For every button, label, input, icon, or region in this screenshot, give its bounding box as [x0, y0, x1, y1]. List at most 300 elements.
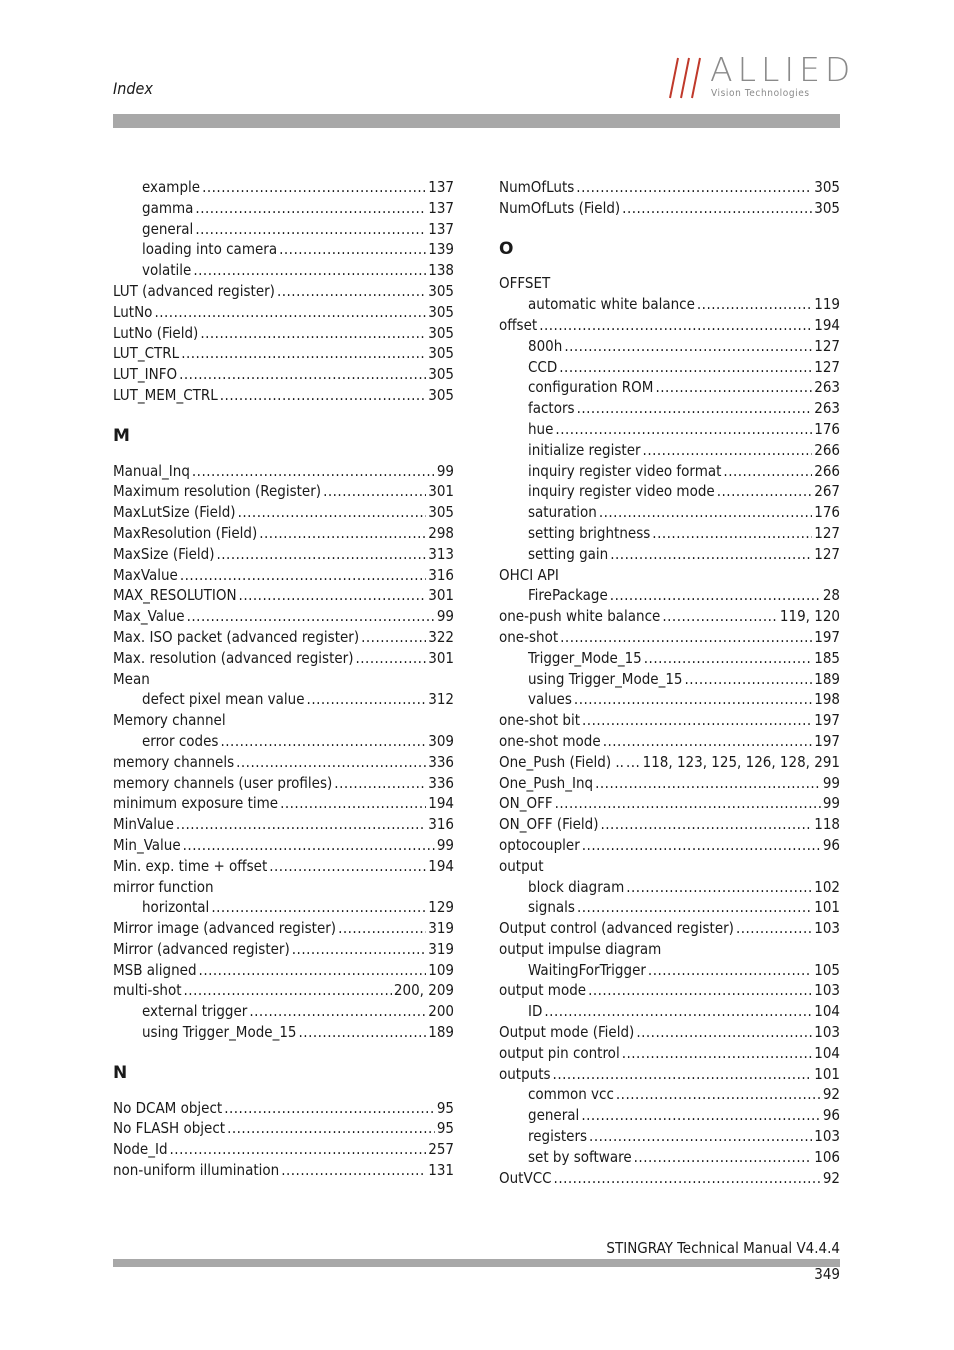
index-subentry[interactable]: [499, 440, 840, 461]
dot-leader: [299, 1022, 427, 1043]
index-entry[interactable]: [113, 481, 454, 502]
entry-page-ref[interactable]: 105: [814, 960, 840, 979]
index-subentry[interactable]: [499, 648, 840, 669]
dot-leader: [622, 198, 812, 219]
page-number: 349: [814, 1265, 840, 1283]
entry-label: No FLASH object: [113, 1119, 226, 1138]
entry-label: using Trigger_Mode_15: [142, 1023, 297, 1042]
entry-label: example: [142, 178, 201, 196]
entry-label: memory channels (user profiles): [113, 773, 333, 792]
index-entry[interactable]: [499, 710, 840, 731]
dot-leader: [180, 565, 426, 586]
index-subentry[interactable]: [113, 1001, 454, 1022]
entry-page-ref[interactable]: 176: [814, 419, 840, 438]
dot-leader: [199, 960, 427, 981]
entry-label: ID: [528, 1002, 543, 1021]
index-entry[interactable]: [113, 793, 454, 814]
dot-leader: [181, 343, 426, 364]
entry-label: inquiry register video mode: [528, 482, 715, 501]
entry-label: MaxResolution (Field): [113, 523, 258, 542]
entry-page-ref[interactable]: 185: [814, 648, 840, 667]
index-entry[interactable]: [113, 960, 454, 981]
entry-page-ref[interactable]: 92: [822, 1168, 840, 1187]
entry-page-ref[interactable]: 103: [814, 919, 840, 938]
entry-page-ref[interactable]: 319: [428, 919, 454, 938]
index-entry[interactable]: [113, 281, 454, 302]
entry-page-ref[interactable]: 301: [428, 482, 454, 501]
entry-label: OutVCC: [499, 1168, 552, 1187]
entry-page-ref[interactable]: 99: [436, 607, 454, 626]
entry-label: block diagram: [528, 877, 625, 896]
entry-page-ref[interactable]: 305: [428, 365, 454, 384]
dot-leader: [192, 461, 435, 482]
dot-leader: [211, 897, 426, 918]
entry-page-ref[interactable]: 102: [814, 877, 840, 896]
entry-page-ref[interactable]: 194: [428, 856, 454, 875]
entry-page-ref[interactable]: 119: [814, 295, 840, 314]
entry-label: MinValue: [113, 815, 174, 834]
logo-wordmark: ALLIED: [710, 50, 856, 89]
index-entry[interactable]: [113, 648, 454, 669]
entry-page-ref[interactable]: 138: [428, 261, 454, 280]
dot-leader: [292, 939, 426, 960]
index-entry[interactable]: [499, 273, 840, 294]
index-subentry[interactable]: [499, 689, 840, 710]
entry-page-ref[interactable]: 305: [428, 344, 454, 363]
dot-leader: [176, 814, 426, 835]
entry-page-ref[interactable]: 316: [428, 565, 454, 584]
entry-page-ref[interactable]: 127: [814, 544, 840, 563]
index-subentry[interactable]: [113, 260, 454, 281]
index-subentry[interactable]: [499, 336, 840, 357]
dot-leader: [179, 364, 426, 385]
entry-label: Min_Value: [113, 835, 181, 854]
index-entry[interactable]: [113, 606, 454, 627]
entry-page-ref[interactable]: 313: [428, 544, 454, 563]
entry-page-ref[interactable]: 137: [428, 219, 454, 238]
entry-label: output: [499, 856, 544, 875]
index-entry[interactable]: [499, 315, 840, 336]
entry-label: one-push white balance: [499, 607, 661, 626]
index-entry[interactable]: [499, 606, 840, 627]
entry-page-ref[interactable]: 305: [814, 178, 840, 196]
dot-leader: [685, 669, 813, 690]
entry-page-ref[interactable]: 137: [428, 178, 454, 196]
dot-leader: [307, 689, 427, 710]
entry-page-ref[interactable]: 319: [428, 939, 454, 958]
index-subentry[interactable]: [499, 523, 840, 544]
entry-page-ref[interactable]: 99: [822, 794, 840, 813]
entry-page-ref[interactable]: 197: [814, 711, 840, 730]
entry-page-ref[interactable]: 301: [428, 586, 454, 605]
index-subentry[interactable]: [499, 419, 840, 440]
dot-leader: [184, 980, 392, 1001]
entry-label: hue: [528, 419, 554, 438]
entry-label: Max. resolution (advanced register): [113, 648, 354, 667]
entry-label: offset: [499, 315, 538, 334]
entry-page-ref[interactable]: 197: [814, 731, 840, 750]
dot-leader: [195, 219, 426, 240]
dot-leader: [643, 440, 813, 461]
entry-label: One_Push_Inq: [499, 773, 594, 792]
index-entry[interactable]: [113, 302, 454, 323]
entry-page-ref[interactable]: 119, 120: [779, 607, 840, 626]
entry-label: inquiry register video format: [528, 461, 722, 480]
index-entry[interactable]: [113, 877, 454, 898]
footer-manual-title: STINGRAY Technical Manual V4.4.4: [606, 1239, 840, 1257]
index-subentry[interactable]: [499, 1105, 840, 1126]
entry-page-ref[interactable]: 95: [436, 1098, 454, 1117]
index-subentry[interactable]: [113, 1022, 454, 1043]
index-entry[interactable]: [113, 1118, 454, 1139]
entry-label: registers: [528, 1127, 588, 1146]
entry-page-ref[interactable]: 266: [814, 440, 840, 459]
entry-page-ref[interactable]: 263: [814, 378, 840, 397]
entry-page-ref[interactable]: 103: [814, 981, 840, 1000]
dot-leader: [170, 1139, 427, 1160]
entry-page-ref[interactable]: 106: [814, 1147, 840, 1166]
logo-subtitle: Vision Technologies: [711, 88, 810, 99]
entry-page-ref[interactable]: 312: [428, 690, 454, 709]
index-subentry[interactable]: [499, 294, 840, 315]
index-subentry[interactable]: [499, 481, 840, 502]
index-entry[interactable]: [499, 918, 840, 939]
entry-page-ref[interactable]: 298: [428, 523, 454, 542]
dot-leader: [610, 544, 812, 565]
entry-label: saturation: [528, 503, 597, 522]
entry-page-ref[interactable]: 176: [814, 503, 840, 522]
entry-page-ref[interactable]: 266: [814, 461, 840, 480]
entry-label: using Trigger_Mode_15: [528, 669, 683, 688]
entry-page-ref[interactable]: 104: [814, 1043, 840, 1062]
index-entry[interactable]: [499, 731, 840, 752]
entry-label: mirror function: [113, 877, 214, 896]
index-letter-heading: O: [499, 238, 514, 259]
index-subentry[interactable]: [499, 544, 840, 565]
dot-leader: [595, 773, 821, 794]
index-entry[interactable]: [113, 502, 454, 523]
index-entry[interactable]: [113, 364, 454, 385]
entry-page-ref[interactable]: 198: [814, 690, 840, 709]
index-entry[interactable]: [499, 1064, 840, 1085]
entry-label: NumOfLuts (Field): [499, 198, 621, 217]
index-entry[interactable]: [113, 627, 454, 648]
dot-leader: [581, 1105, 821, 1126]
index-entry[interactable]: [113, 814, 454, 835]
entry-label: one-shot: [499, 627, 559, 646]
index-subentry[interactable]: [499, 1084, 840, 1105]
index-subentry[interactable]: [113, 198, 454, 219]
dot-leader: [577, 897, 812, 918]
entry-page-ref[interactable]: 99: [436, 461, 454, 480]
entry-page-ref[interactable]: 109: [428, 960, 454, 979]
entry-label: factors: [528, 399, 575, 418]
index-entry[interactable]: [499, 773, 840, 794]
index-entry[interactable]: [499, 1043, 840, 1064]
entry-page-ref[interactable]: 96: [822, 835, 840, 854]
entry-page-ref[interactable]: 301: [428, 648, 454, 667]
dot-leader: [652, 523, 812, 544]
index-column-right: [499, 177, 840, 1188]
index-entry[interactable]: [499, 856, 840, 877]
dot-leader: [249, 1001, 426, 1022]
dot-leader: [662, 606, 778, 627]
dot-leader: [193, 260, 426, 281]
entry-label: minimum exposure time: [113, 794, 279, 813]
entry-label: MSB aligned: [113, 960, 197, 979]
index-subentry[interactable]: [499, 398, 840, 419]
entry-page-ref[interactable]: 197: [814, 627, 840, 646]
dot-leader: [269, 856, 426, 877]
entry-page-ref[interactable]: 189: [814, 669, 840, 688]
index-entry[interactable]: [113, 773, 454, 794]
running-header-title: Index: [113, 79, 153, 98]
entry-page-ref[interactable]: 267: [814, 482, 840, 501]
entry-page-ref[interactable]: 127: [814, 357, 840, 376]
entry-label: Memory channel: [113, 711, 226, 730]
index-subentry[interactable]: [113, 219, 454, 240]
dot-leader: [626, 752, 641, 773]
dot-leader: [323, 481, 426, 502]
entry-page-ref[interactable]: 127: [814, 523, 840, 542]
dot-leader: [200, 323, 426, 344]
entry-page-ref[interactable]: 92: [822, 1085, 840, 1104]
dot-leader: [655, 377, 812, 398]
index-entry[interactable]: [499, 198, 840, 219]
index-entry[interactable]: [113, 918, 454, 939]
entry-label: Mirror image (advanced register): [113, 919, 337, 938]
entry-label: ON_OFF (Field): [499, 815, 599, 834]
entry-label: 800h: [528, 336, 563, 355]
logo-slashes-icon: [668, 56, 708, 100]
entry-page-ref[interactable]: 103: [814, 1127, 840, 1146]
dot-leader: [154, 302, 426, 323]
entry-page-ref[interactable]: 127: [814, 336, 840, 355]
entry-label: NumOfLuts: [499, 178, 575, 196]
entry-label: WaitingForTrigger: [528, 960, 646, 979]
entry-page-ref[interactable]: 305: [428, 281, 454, 300]
entry-label: Mirror (advanced register): [113, 939, 290, 958]
dot-leader: [577, 398, 813, 419]
entry-page-ref[interactable]: 263: [814, 399, 840, 418]
index-subentry[interactable]: [499, 585, 840, 606]
index-subentry[interactable]: [113, 897, 454, 918]
index-entry[interactable]: [113, 856, 454, 877]
index-subentry[interactable]: [499, 461, 840, 482]
entry-label: general: [528, 1106, 580, 1125]
entry-label: LutNo (Field): [113, 323, 199, 342]
index-subentry[interactable]: [499, 897, 840, 918]
entry-page-ref[interactable]: 101: [814, 898, 840, 917]
index-subentry[interactable]: [499, 1126, 840, 1147]
dot-leader: [582, 835, 821, 856]
dot-leader: [553, 1064, 813, 1085]
entry-page-ref[interactable]: 309: [428, 731, 454, 750]
index-subentry[interactable]: [499, 877, 840, 898]
entry-page-ref[interactable]: 137: [428, 198, 454, 217]
dot-leader: [361, 627, 426, 648]
entry-page-ref[interactable]: 257: [428, 1140, 454, 1159]
index-entry[interactable]: [113, 752, 454, 773]
entry-page-ref[interactable]: 131: [428, 1161, 454, 1180]
dot-leader: [539, 315, 812, 336]
index-entry[interactable]: [113, 1160, 454, 1181]
dot-leader: [723, 461, 812, 482]
index-letter-heading: N: [113, 1062, 128, 1083]
index-entry[interactable]: [113, 835, 454, 856]
entry-page-ref[interactable]: 336: [428, 773, 454, 792]
index-entry[interactable]: [499, 752, 840, 773]
entry-page-ref[interactable]: 305: [428, 385, 454, 404]
index-entry[interactable]: [113, 544, 454, 565]
index-entry[interactable]: [499, 835, 840, 856]
entry-label: general: [142, 219, 194, 238]
index-entry[interactable]: [113, 461, 454, 482]
entry-page-ref[interactable]: 194: [814, 315, 840, 334]
entry-label: No DCAM object: [113, 1098, 223, 1117]
entry-label: output impulse diagram: [499, 939, 662, 958]
entry-page-ref[interactable]: 139: [428, 240, 454, 259]
index-entry[interactable]: [113, 323, 454, 344]
index-subentry[interactable]: [499, 1147, 840, 1168]
entry-label: common vcc: [528, 1085, 614, 1104]
index-subentry[interactable]: [499, 377, 840, 398]
index-entry[interactable]: [499, 814, 840, 835]
dot-leader: [697, 294, 812, 315]
index-subentry[interactable]: [499, 357, 840, 378]
index-entry[interactable]: [113, 385, 454, 406]
entry-page-ref[interactable]: 96: [822, 1106, 840, 1125]
entry-page-ref[interactable]: 104: [814, 1002, 840, 1021]
entry-label: one-shot mode: [499, 731, 601, 750]
entry-label: OHCI API: [499, 565, 559, 584]
entry-label: volatile: [142, 261, 192, 280]
dot-leader: [622, 1043, 813, 1064]
entry-label: Output control (advanced register): [499, 919, 734, 938]
entry-page-ref[interactable]: 305: [428, 302, 454, 321]
index-entry[interactable]: [499, 1022, 840, 1043]
dot-leader: [636, 1022, 812, 1043]
index-subentry[interactable]: [113, 239, 454, 260]
index-entry[interactable]: [113, 343, 454, 364]
index-subentry[interactable]: [113, 689, 454, 710]
entry-label: LutNo: [113, 302, 153, 321]
entry-page-ref[interactable]: 118, 123, 125, 126, 128, 291: [642, 752, 840, 771]
dot-leader: [220, 731, 426, 752]
entry-page-ref[interactable]: 305: [428, 323, 454, 342]
dot-leader: [334, 773, 426, 794]
dot-leader: [220, 385, 426, 406]
entry-label: Manual_Inq: [113, 461, 190, 480]
entry-label: external trigger: [142, 1002, 248, 1021]
index-entry[interactable]: [113, 939, 454, 960]
entry-page-ref[interactable]: 336: [428, 752, 454, 771]
entry-page-ref[interactable]: 194: [428, 794, 454, 813]
entry-page-ref[interactable]: 200: [428, 1002, 454, 1021]
index-entry[interactable]: [499, 177, 840, 198]
index-entry[interactable]: [499, 565, 840, 586]
entry-page-ref[interactable]: 103: [814, 1023, 840, 1042]
index-entry[interactable]: [113, 980, 454, 1001]
entry-label: error codes: [142, 731, 219, 750]
entry-label: LUT_INFO: [113, 365, 178, 384]
entry-label: memory channels: [113, 752, 235, 771]
dot-leader: [600, 814, 812, 835]
index-subentry[interactable]: [499, 960, 840, 981]
index-subentry[interactable]: [113, 731, 454, 752]
entry-page-ref[interactable]: 200, 209: [393, 981, 454, 1000]
dot-leader: [559, 357, 812, 378]
dot-leader: [555, 793, 821, 814]
entry-label: defect pixel mean value: [142, 690, 305, 709]
index-entry[interactable]: [499, 1168, 840, 1189]
dot-leader: [717, 481, 813, 502]
entry-label: setting gain: [528, 544, 609, 563]
entry-label: setting brightness: [528, 523, 651, 542]
entry-page-ref[interactable]: 118: [814, 815, 840, 834]
dot-leader: [183, 835, 435, 856]
entry-label: optocoupler: [499, 835, 580, 854]
index-entry[interactable]: [499, 939, 840, 960]
entry-label: Mean: [113, 669, 150, 688]
index-entry[interactable]: [113, 710, 454, 731]
index-entry[interactable]: [113, 585, 454, 606]
dot-leader: [644, 648, 812, 669]
entry-label: FirePackage: [528, 586, 608, 605]
dot-leader: [574, 689, 812, 710]
entry-label: MAX_RESOLUTION: [113, 586, 237, 605]
dot-leader: [736, 918, 812, 939]
index-entry[interactable]: [499, 980, 840, 1001]
dot-leader: [576, 177, 812, 198]
dot-leader: [238, 502, 427, 523]
entry-page-ref[interactable]: 129: [428, 898, 454, 917]
dot-leader: [648, 960, 812, 981]
index-entry[interactable]: [113, 1139, 454, 1160]
entry-page-ref[interactable]: 99: [436, 835, 454, 854]
index-subentry[interactable]: [499, 502, 840, 523]
entry-label: Trigger_Mode_15: [528, 648, 642, 667]
dot-leader: [599, 502, 812, 523]
entry-page-ref[interactable]: 316: [428, 815, 454, 834]
dot-leader: [216, 544, 426, 565]
entry-label: One_Push (Field) ..: [499, 752, 624, 771]
index-entry[interactable]: [499, 793, 840, 814]
index-subentry[interactable]: [113, 177, 454, 198]
entry-page-ref[interactable]: 189: [428, 1023, 454, 1042]
entry-page-ref[interactable]: 28: [822, 586, 840, 605]
index-entry[interactable]: [113, 523, 454, 544]
entry-page-ref[interactable]: 101: [814, 1064, 840, 1083]
entry-page-ref[interactable]: 305: [814, 198, 840, 217]
entry-label: MaxSize (Field): [113, 544, 215, 563]
index-entry[interactable]: [113, 1098, 454, 1119]
index-entry[interactable]: [113, 669, 454, 690]
entry-page-ref[interactable]: 99: [822, 773, 840, 792]
entry-label: horizontal: [142, 898, 210, 917]
index-column-left: [113, 177, 454, 1181]
index-subentry[interactable]: [499, 1001, 840, 1022]
dot-leader: [603, 731, 813, 752]
entry-label: output pin control: [499, 1043, 620, 1062]
entry-page-ref[interactable]: 322: [428, 627, 454, 646]
entry-page-ref[interactable]: 305: [428, 503, 454, 522]
entry-page-ref[interactable]: 95: [436, 1119, 454, 1138]
dot-leader: [564, 336, 812, 357]
index-subentry[interactable]: [499, 669, 840, 690]
index-entry[interactable]: [113, 565, 454, 586]
index-entry[interactable]: [499, 627, 840, 648]
